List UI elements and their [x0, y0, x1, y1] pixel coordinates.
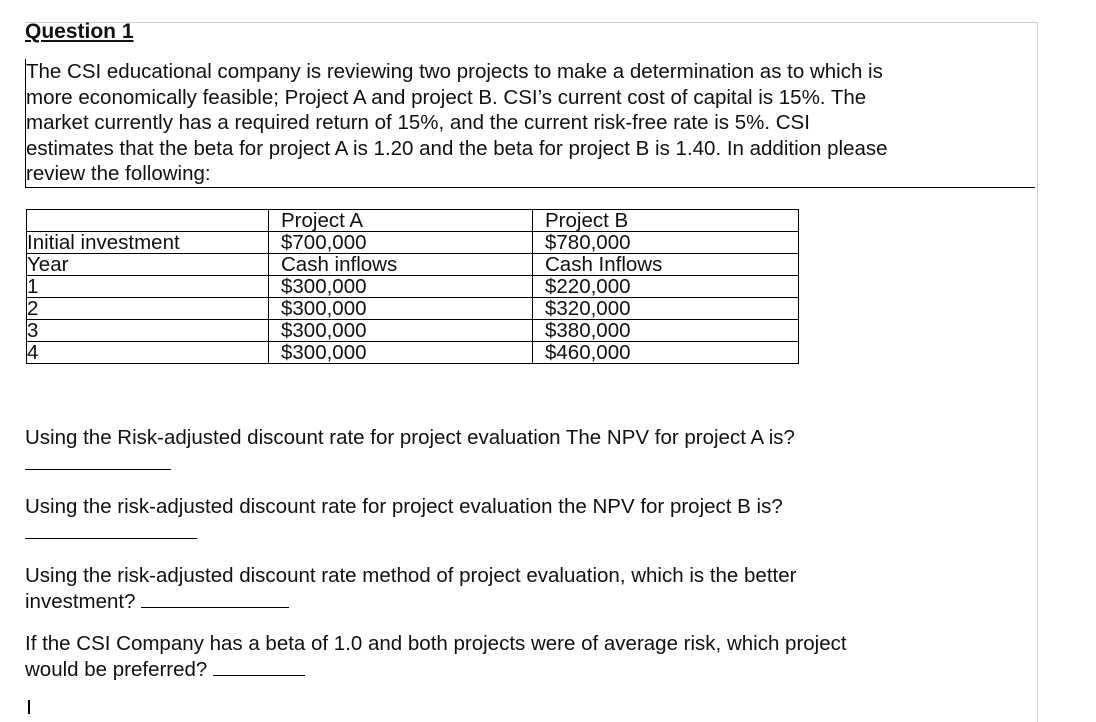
question-text: investment? [25, 589, 136, 613]
year-header-row [27, 254, 799, 276]
cash-flow-table [26, 209, 799, 364]
intro-paragraph [25, 59, 1035, 188]
table-cell: $780,000 [533, 232, 799, 254]
year-cell: 3 [27, 320, 269, 342]
table-cell: Cash Inflows [533, 254, 799, 276]
row-label: Year [27, 254, 269, 276]
project-a-header: Project A [269, 210, 533, 232]
answer-line [25, 520, 783, 546]
intro-line: review the following: [26, 162, 211, 185]
table-cell: $380,000 [533, 320, 799, 342]
initial-investment-row [27, 232, 799, 254]
table-cell: $700,000 [269, 232, 533, 254]
question-text-line2 [25, 657, 847, 683]
question-text: Using the risk-adjusted discount rate method of project evaluation, which is the better [25, 564, 797, 587]
question-npv-a [25, 425, 795, 476]
intro-line: estimates that the beta for project A is 1.20 and the beta for project B is 1.40. In addition please [26, 136, 888, 160]
question-preferred-project [25, 631, 847, 682]
answer-blank[interactable] [25, 520, 197, 539]
year-cell: 4 [27, 342, 269, 364]
intro-block [25, 59, 1035, 188]
table-cell: $320,000 [533, 298, 799, 320]
question-text: would be preferred? [25, 657, 208, 681]
table-row [27, 320, 799, 342]
table-row [27, 298, 799, 320]
intro-line: market currently has a required return of 15%, and the current risk-free rate is 5%. CSI [26, 111, 810, 134]
question-text: If the CSI Company has a beta of 1.0 and both projects were of average risk, which project [25, 632, 847, 655]
question-npv-b [25, 494, 783, 545]
year-cell: 2 [27, 298, 269, 320]
intro-line: more economically feasible; Project A and project B. CSI’s current cost of capital is 15%. The [26, 85, 867, 109]
answer-blank[interactable] [141, 589, 289, 608]
table-cell: $300,000 [269, 276, 533, 298]
year-cell: 1 [27, 276, 269, 298]
table-cell: $300,000 [269, 320, 533, 342]
question-text-line2 [25, 589, 796, 615]
table-cell [27, 210, 269, 232]
answer-line [25, 451, 795, 477]
table-row [27, 342, 799, 364]
question-title: Question 1 [25, 20, 134, 43]
table-cell: Cash inflows [269, 254, 533, 276]
question-text: Using the risk-adjusted discount rate for project evaluation the NPV for project B is? [25, 495, 783, 518]
intro-line: The CSI educational company is reviewing two projects to make a determination as to which is [26, 60, 883, 83]
text-cursor [28, 700, 30, 714]
table-header-row [27, 210, 799, 232]
question-better-investment [25, 563, 796, 614]
table-cell: $300,000 [269, 298, 533, 320]
project-b-header: Project B [533, 210, 799, 232]
table-cell: $220,000 [533, 276, 799, 298]
question-text: Using the Risk-adjusted discount rate for project evaluation The NPV for project A is? [25, 426, 795, 449]
table-cell: $460,000 [533, 342, 799, 364]
answer-blank[interactable] [25, 451, 171, 470]
answer-blank[interactable] [213, 657, 305, 676]
table-cell: $300,000 [269, 342, 533, 364]
table-row [27, 276, 799, 298]
row-label: Initial investment [27, 232, 269, 254]
